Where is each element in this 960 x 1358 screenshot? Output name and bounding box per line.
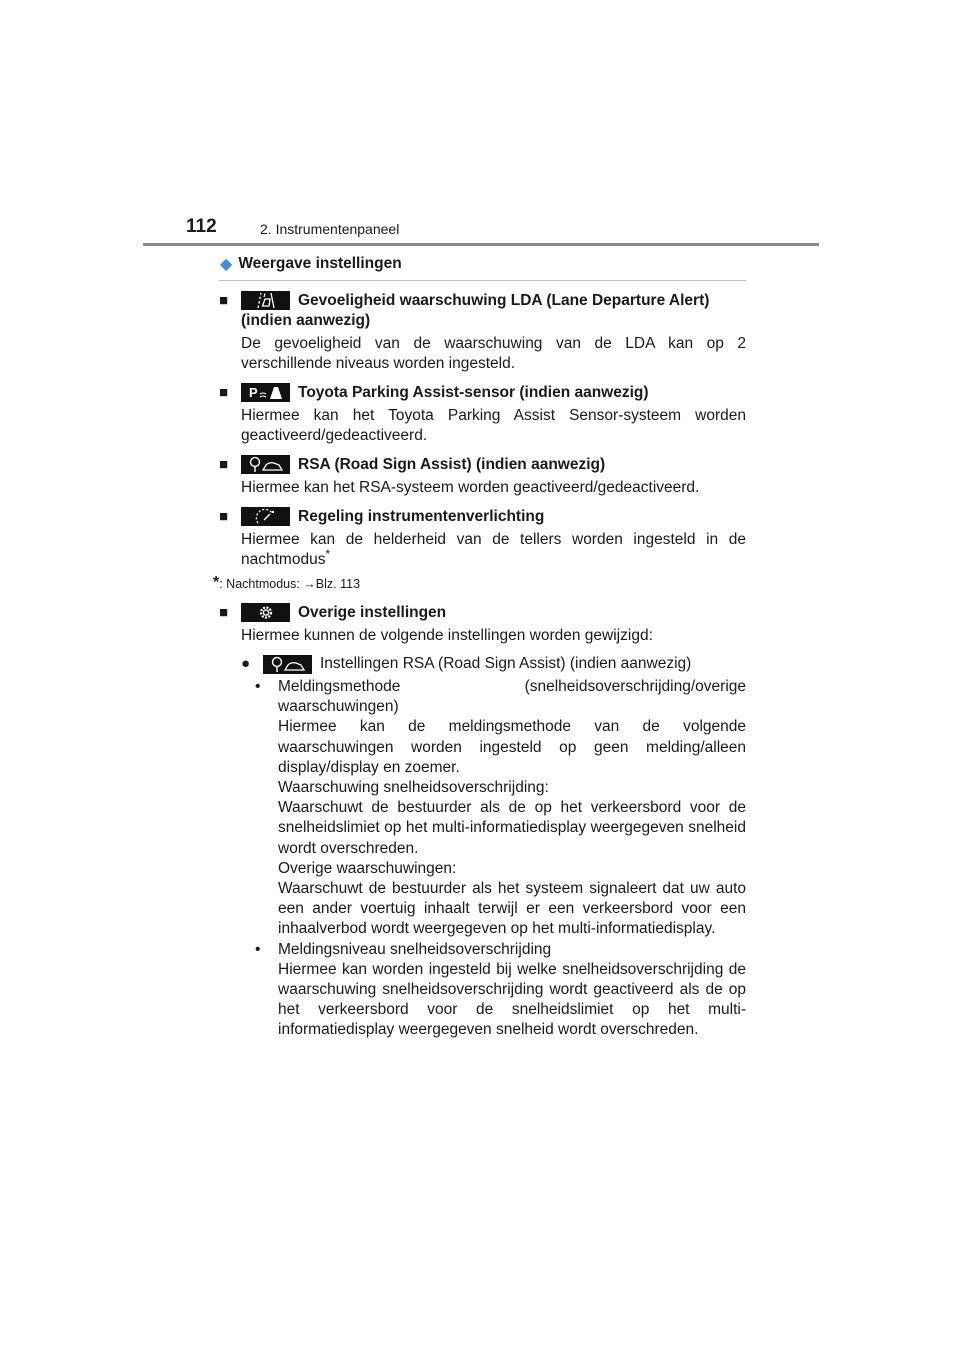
- item-description: Hiermee kunnen de volgende instellingen worden gewijzigd:: [241, 627, 653, 644]
- square-bullet: ■: [219, 604, 229, 621]
- item-description: Hiermee kan het RSA-systeem worden geactiveerd/gedeactiveerd.: [241, 479, 700, 496]
- header-rule: [143, 243, 819, 246]
- sub-setting-list: [241, 677, 746, 1041]
- setting-item-other: [219, 603, 746, 1041]
- list-item-line: Waarschuwt de bestuurder als de op het verkeersbord voor de snelheidslimiet op het multi-informatiedisplay weergegeven snelheid wordt overschreden.: [278, 799, 746, 857]
- footnote: [213, 575, 746, 593]
- instrument-lighting-icon: [241, 507, 290, 526]
- setting-item-parking-assist: [219, 383, 746, 446]
- list-item: [255, 677, 746, 940]
- bullet: •: [255, 940, 261, 958]
- road-sign-assist-icon: [263, 655, 312, 674]
- diamond-icon: ◆: [220, 256, 233, 273]
- square-bullet: ■: [219, 292, 229, 309]
- list-item-line: Waarschuwing snelheidsoverschrijding:: [278, 779, 549, 797]
- svg-text:P: P: [248, 385, 258, 401]
- road-sign-assist-icon: [241, 455, 290, 474]
- item-title: Gevoeligheid waarschuwing LDA (Lane Departure Alert) (indien aanwezig): [241, 292, 710, 329]
- bullet: •: [255, 678, 261, 695]
- list-item-line: Overige waarschuwingen:: [278, 859, 457, 877]
- footnote-star: *: [213, 574, 220, 591]
- content: [213, 252, 746, 1050]
- chapter-title: 2. Instrumentenpaneel: [260, 221, 400, 237]
- square-bullet: ■: [219, 456, 229, 473]
- item-title: Toyota Parking Assist-sensor (indien aanwezig): [298, 384, 649, 401]
- section-title: [219, 252, 746, 281]
- item-description: [219, 530, 746, 570]
- footnote-marker: *: [325, 546, 331, 561]
- item-description-text: Hiermee kan de helderheid van de tellers worden ingesteld in de nachtmodus: [241, 531, 746, 568]
- sub-setting-rsa: [219, 654, 746, 1041]
- page-number: 112: [186, 216, 217, 237]
- footnote-text: : Nachtmodus: →Blz. 113: [219, 577, 361, 591]
- item-title: RSA (Road Sign Assist) (indien aanwezig): [298, 456, 606, 473]
- list-item-head: Meldingsniveau snelheidsoverschrijding: [278, 940, 552, 958]
- list-item-line: Waarschuwt de bestuurder als het systeem signaleert dat uw auto een ander voertuig inhaalt terwijl er een verkeersbord voor een inhaalverbod wordt weergegeven op het multi-informatiedisplay.: [278, 880, 746, 938]
- setting-item-lda: [219, 291, 746, 374]
- item-description: De gevoeligheid van de waarschuwing van de LDA kan op 2 verschillende niveaus worden ingesteld.: [241, 335, 746, 372]
- list-item-head: Meldingsmethode (snelheidsoverschrijding/overige waarschuwingen): [278, 678, 746, 716]
- dot-bullet: ●: [241, 655, 251, 672]
- item-description: Hiermee kan het Toyota Parking Assist Sensor-systeem worden geactiveerd/gedeactiveerd.: [241, 407, 746, 444]
- section-title-text: Weergave instellingen: [238, 255, 402, 272]
- square-bullet: ■: [219, 384, 229, 401]
- list-item-line: Hiermee kan worden ingesteld bij welke snelheidsoverschrijding de waarschuwing snelheidsoverschrijding wordt geactiveerd als de op het verkeersbord voor de snelheidslimiet op het multi-informatiedisplay weergegeven snelheid wordt overschreden.: [278, 960, 746, 1039]
- setting-item-lighting: [219, 507, 746, 570]
- lane-departure-icon: [241, 291, 290, 310]
- setting-item-rsa: [219, 455, 746, 498]
- square-bullet: ■: [219, 508, 229, 525]
- gear-icon: [241, 603, 290, 622]
- item-title: Regeling instrumentenverlichting: [298, 508, 545, 525]
- list-item: [255, 940, 746, 1041]
- parking-assist-icon: [241, 383, 290, 402]
- list-item-line: Hiermee kan de meldingsmethode van de volgende waarschuwingen worden ingesteld op geen melding/alleen display/display en zoemer.: [278, 718, 746, 776]
- sub-setting-title: Instellingen RSA (Road Sign Assist) (indien aanwezig): [320, 655, 692, 672]
- item-title: Overige instellingen: [298, 604, 447, 621]
